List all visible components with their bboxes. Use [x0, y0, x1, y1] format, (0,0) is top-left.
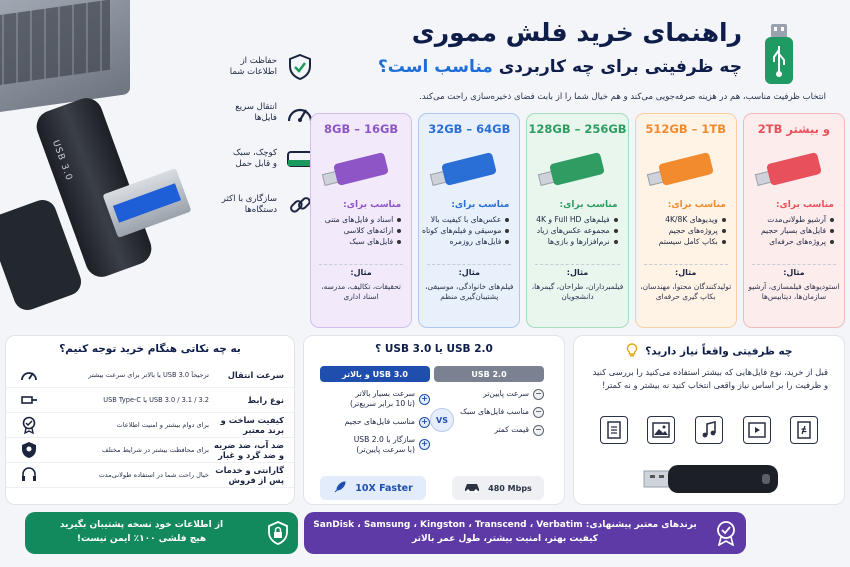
capacity-card: [418, 113, 520, 328]
tips-list: [6, 363, 294, 488]
usb-compare-panel: [303, 335, 565, 505]
capacity-label: 32GB – 64GB: [428, 122, 511, 136]
tips-title: به چه نکاتی هنگام خرید توجه کنیم؟: [59, 343, 241, 355]
usb3-column: [320, 366, 430, 455]
file-types: [590, 416, 828, 444]
capacity-label: 512GB – 1TB: [645, 122, 726, 136]
usb-drive-icon: [636, 144, 736, 196]
compare-row-text: مناسب فایل‌های حجیم: [344, 416, 415, 426]
usb-drive-icon: [744, 144, 844, 196]
feature-item: [205, 137, 315, 181]
compare-row-text: قیمت کمتر: [494, 425, 529, 435]
page-subtitle: [378, 57, 742, 77]
tip-row: [6, 438, 294, 463]
compare-row: [320, 435, 430, 456]
example-text: فیلمبرداران، طراحان، گیمرها، دانشجویان: [531, 282, 624, 302]
plus-icon: +: [419, 417, 430, 428]
list-item: آرشیو طولانی‌مدت: [752, 214, 834, 225]
usb2-speed: [452, 476, 544, 500]
capacity-card: [743, 113, 845, 328]
list-item: موسیقی و فیلم‌های کوتاه: [427, 225, 509, 236]
tip-desc: خیال راحت شما در استفاده طولانی‌مدت: [98, 471, 209, 479]
intro-text: انتخاب ظرفیت مناسب، هم در هزینه صرفه‌جویی می‌کند و هم خیال شما را از بابت فضای ذخیره‌سازی راحت می‌کند.: [419, 92, 826, 102]
vs-badge: VS: [430, 408, 454, 432]
usb2-column: [434, 366, 544, 436]
tip-name: کیفیت ساخت و برند معتبر: [220, 415, 284, 435]
usb3-header: USB 3.0 و بالاتر: [320, 366, 430, 382]
list-item: پروژه‌های حرفه‌ای: [752, 236, 834, 247]
minus-icon: −: [533, 389, 544, 400]
compare-columns: [314, 366, 554, 496]
drive-label: USB 3.0: [49, 138, 74, 183]
suitable-label: مناسب برای:: [451, 200, 510, 210]
compare-row: [320, 417, 430, 428]
example-label: مثال:: [350, 268, 372, 277]
brands-banner: [304, 512, 746, 554]
lock-shield-icon: [258, 521, 298, 545]
tip-name: سرعت انتقال: [227, 370, 284, 380]
brands-line-2: کیفیت بهتر، امنیت بیشتر، طول عمر بالاتر: [412, 534, 598, 544]
example-label: مثال:: [566, 268, 589, 277]
feature-text: سازگاری با اکثر دستگاه‌ها: [221, 193, 277, 215]
usb-drive-icon: [527, 144, 627, 196]
video-icon: [743, 416, 771, 444]
usb-drive-icon: [311, 144, 411, 196]
usb-drive-icon: [760, 22, 798, 86]
list-item: ویدیوهای 4K/8K: [644, 214, 726, 225]
suitable-list: [636, 210, 736, 247]
list-item: نرم‌افزارها و بازی‌ها: [535, 236, 617, 247]
list-item: مجموعه عکس‌های زیاد: [535, 225, 617, 236]
hero-photo: [0, 0, 205, 330]
example-text: استودیوهای فیلمسازی، آرشیو سازمان‌ها، دیتابیس‌ها: [748, 282, 840, 302]
feature-text: کوچک، سبک و قابل حمل: [232, 147, 277, 169]
feature-item: [205, 45, 315, 89]
tip-desc: ترجیحاً USB 3.0 یا بالاتر برای سرعت بیشتر: [88, 371, 209, 379]
capacity-need-title-text: چه ظرفیتی واقعاً نیاز دارید؟: [645, 345, 793, 358]
usb2-header: USB 2.0: [434, 366, 544, 382]
list-item: پروژه‌های حجیم: [644, 225, 726, 236]
badge-icon: [16, 416, 42, 434]
list-item: فایل‌های بسیار حجیم: [752, 225, 834, 236]
list-item: فیلم‌های Full HD و 4K: [535, 214, 617, 225]
tip-desc: USB 3.0 / 3.1 / 3.2 یا USB Type-C: [103, 396, 209, 404]
capacity-card: [635, 113, 737, 328]
suitable-list: [527, 210, 627, 247]
compare-row: [434, 425, 544, 436]
suitable-label: مناسب برای:: [343, 200, 402, 210]
code-file-icon: [790, 416, 818, 444]
tip-desc: برای محافظت بیشتر در شرایط مختلف: [101, 446, 209, 454]
compare-row: [434, 407, 544, 418]
brands-line-1: برندهای معتبر پیشنهادی: SanDisk ، Samsung ، Kingston ، Transcend ، Verbatim: [313, 520, 697, 531]
shield-check-icon: [285, 52, 315, 82]
capacity-cards: [310, 113, 845, 328]
capacity-card: [526, 113, 628, 328]
usb-plug-icon: [16, 392, 42, 408]
capacity-need-desc: قبل از خرید، نوع فایل‌هایی که بیشتر استفاده می‌کنید را بررسی کنید و ظرفیت را بر اساس نیاز واقعی انتخاب کنید نه بیشتر و نه کمتر!: [592, 367, 828, 391]
tip-name: نوع رابط: [247, 395, 284, 405]
example-text: فیلم‌های خانوادگی، موسیقی، پشتیبان‌گیری منظم: [425, 282, 514, 302]
list-item: فایل‌های روزمره: [427, 236, 509, 247]
backup-line-2: هیچ فلشی ۱۰۰٪ ایمن نیست!: [76, 534, 207, 544]
tip-name: گارانتی و خدمات پس از فروش: [215, 465, 284, 485]
example-label: مثال:: [458, 268, 480, 277]
music-icon: [695, 416, 723, 444]
compare-row: [320, 389, 430, 410]
example-text: تحقیقات، تکالیف، مدرسه، اسناد اداری: [321, 282, 401, 302]
suitable-label: مناسب برای:: [775, 200, 834, 210]
car-icon: [464, 481, 480, 495]
subtitle-main: چه ظرفیتی برای چه کاربردی: [498, 57, 742, 77]
tip-row: [6, 413, 294, 438]
feature-text: حفاظت از اطلاعات شما: [229, 55, 277, 77]
usb-drive-icon: [419, 144, 519, 196]
shield-icon: [16, 441, 42, 459]
compare-title: USB 2.0 یا USB 3.0 ؟: [375, 343, 493, 355]
tip-name: ضد آب، ضد ضربه و ضد گرد و غبار: [214, 440, 284, 460]
example-text: تولیدکنندگان محتوا، مهندسان، بکاپ گیری حرفه‌ای: [640, 282, 732, 302]
list-item: ارائه‌های کلاسی: [319, 225, 401, 236]
example-label: مثال:: [675, 268, 697, 277]
compare-row-text: سازگار با USB 2.0 (با سرعت پایین‌تر): [353, 434, 415, 454]
backup-line-1: از اطلاعات خود نسخه پشتیبان بگیرید: [59, 520, 224, 531]
tip-desc: برای دوام بیشتر و امنیت اطلاعات: [116, 421, 209, 429]
list-item: عکس‌های با کیفیت بالا: [427, 214, 509, 225]
speedometer-icon: [16, 368, 42, 382]
minus-icon: −: [533, 407, 544, 418]
suitable-list: [311, 210, 411, 247]
plus-icon: +: [419, 439, 430, 450]
example-label: مثال:: [783, 268, 805, 277]
backup-banner: [25, 512, 298, 554]
document-icon: [600, 416, 628, 444]
list-item: فایل‌های سبک: [319, 236, 401, 247]
laptop-image: [0, 0, 130, 116]
capacity-label: 2TB و بیشتر: [757, 122, 831, 136]
award-badge-icon: [706, 520, 746, 546]
capacity-label: 8GB – 16GB: [324, 122, 399, 136]
tip-row: [6, 363, 294, 388]
usb3-speed-text: 10X Faster: [355, 482, 413, 494]
capacity-label: 128GB – 256GB: [528, 122, 627, 136]
image-icon: [647, 416, 675, 444]
feature-item: [205, 183, 315, 227]
compare-row: [434, 389, 544, 400]
tip-row: [6, 388, 294, 413]
compare-row-text: سرعت پایین‌تر: [483, 389, 529, 399]
rocket-icon: [333, 480, 347, 497]
capacity-card: [310, 113, 412, 328]
plus-icon: +: [419, 394, 430, 405]
capacity-need-title: [574, 343, 844, 360]
subtitle-highlight: مناسب است؟: [377, 57, 493, 77]
capacity-need-panel: [573, 335, 845, 505]
headset-icon: [16, 466, 42, 484]
buying-tips-panel: [5, 335, 295, 505]
suitable-list: [744, 210, 844, 247]
page-title: راهنمای خرید فلش مموری: [411, 18, 742, 47]
lightbulb-icon: [626, 343, 638, 360]
suitable-list: [419, 210, 519, 247]
list-item: بکاپ کامل سیستم: [644, 236, 726, 247]
feature-item: [205, 91, 315, 135]
minus-icon: −: [533, 425, 544, 436]
compare-row-text: سرعت بسیار بالاتر (تا 10 برابر سریع‌تر): [349, 389, 415, 409]
suitable-label: مناسب برای:: [667, 200, 726, 210]
features-list: [205, 45, 315, 229]
tip-row: [6, 463, 294, 488]
compare-row-text: مناسب فایل‌های سبک: [460, 407, 529, 417]
usb2-speed-text: 480 Mbps: [488, 483, 532, 493]
backup-banner-text: [25, 519, 258, 547]
suitable-label: مناسب برای:: [559, 200, 618, 210]
flash-drive-illustration: [642, 462, 782, 496]
brands-banner-text: [304, 519, 706, 547]
list-item: اسناد و فایل‌های متنی: [319, 214, 401, 225]
feature-text: انتقال سریع فایل‌ها: [235, 101, 277, 123]
usb3-speed: [320, 476, 426, 500]
